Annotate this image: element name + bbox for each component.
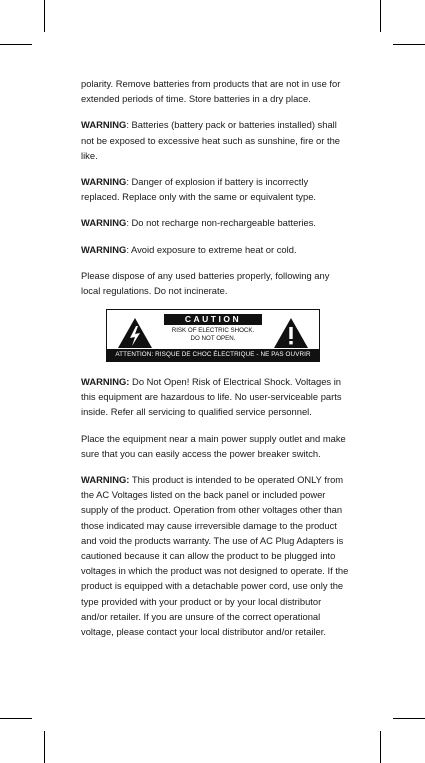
crop-mark <box>44 0 45 32</box>
battery-warnings <box>81 76 346 309</box>
crop-mark <box>380 0 381 32</box>
paragraph: WARNING: Do Not Open! Risk of Electrical Shock. Voltages in this equipment are hazardous to life. No user-serviceable parts inside. Refer all servicing to qualified service personnel. <box>81 376 342 418</box>
exclamation-warning-icon <box>273 317 309 349</box>
crop-mark <box>0 718 32 719</box>
paragraph: WARNING: Do not recharge non-rechargeable batteries. <box>81 217 317 229</box>
paragraph: WARNING: This product is intended to be operated ONLY from the AC Voltages listed on the back panel or included power supply of the product. Operation from other voltages other than those indicated may cause irreversible damage to the product and void the products warranty. The use of AC Plug Adapters is cautioned because it can allow the product to be plugged into voltages in which the product was not designed to operate. If the product is equipped with a detachable power cord, use only the type provided with your product or by your local distributor and/or retailer. If you are unsure of the correct operational voltage, please contact your local distributor and/or retailer. <box>81 474 349 638</box>
paragraph: WARNING: Avoid exposure to extreme heat or cold. <box>81 243 297 255</box>
caution-line: DO NOT OPEN. <box>190 334 236 342</box>
crop-mark <box>0 44 32 45</box>
paragraph: Place the equipment near a main power supply outlet and make sure that you can easily access the power breaker switch. <box>81 432 346 459</box>
crop-mark <box>393 44 425 45</box>
crop-mark <box>44 731 45 763</box>
paragraph: polarity. Remove batteries from products that are not in use for extended periods of time. Store batteries in a dry place. <box>81 78 341 105</box>
electrical-warnings <box>81 374 349 650</box>
paragraph: WARNING: Danger of explosion if battery is incorrectly replaced. Replace only with the same or equivalent type. <box>81 176 317 203</box>
paragraph: WARNING: Batteries (battery pack or batteries installed) shall not be exposed to excessive heat such as sunshine, fire or the like. <box>81 119 341 161</box>
caution-line: RISK OF ELECTRIC SHOCK. <box>171 327 255 334</box>
paragraph: Please dispose of any used batteries properly, following any local regulations. Do not incinerate. <box>81 269 330 297</box>
caution-label <box>106 309 320 362</box>
lightning-warning-icon <box>117 317 153 349</box>
caution-title: CAUTION <box>164 314 262 325</box>
crop-mark <box>380 731 381 763</box>
caution-french-bar: ATTENTION: RISQUE DE CHOC ÉLECTRIQUE - NE PAS OUVRIR <box>107 349 319 361</box>
caution-text <box>164 314 262 342</box>
crop-mark <box>393 718 425 719</box>
